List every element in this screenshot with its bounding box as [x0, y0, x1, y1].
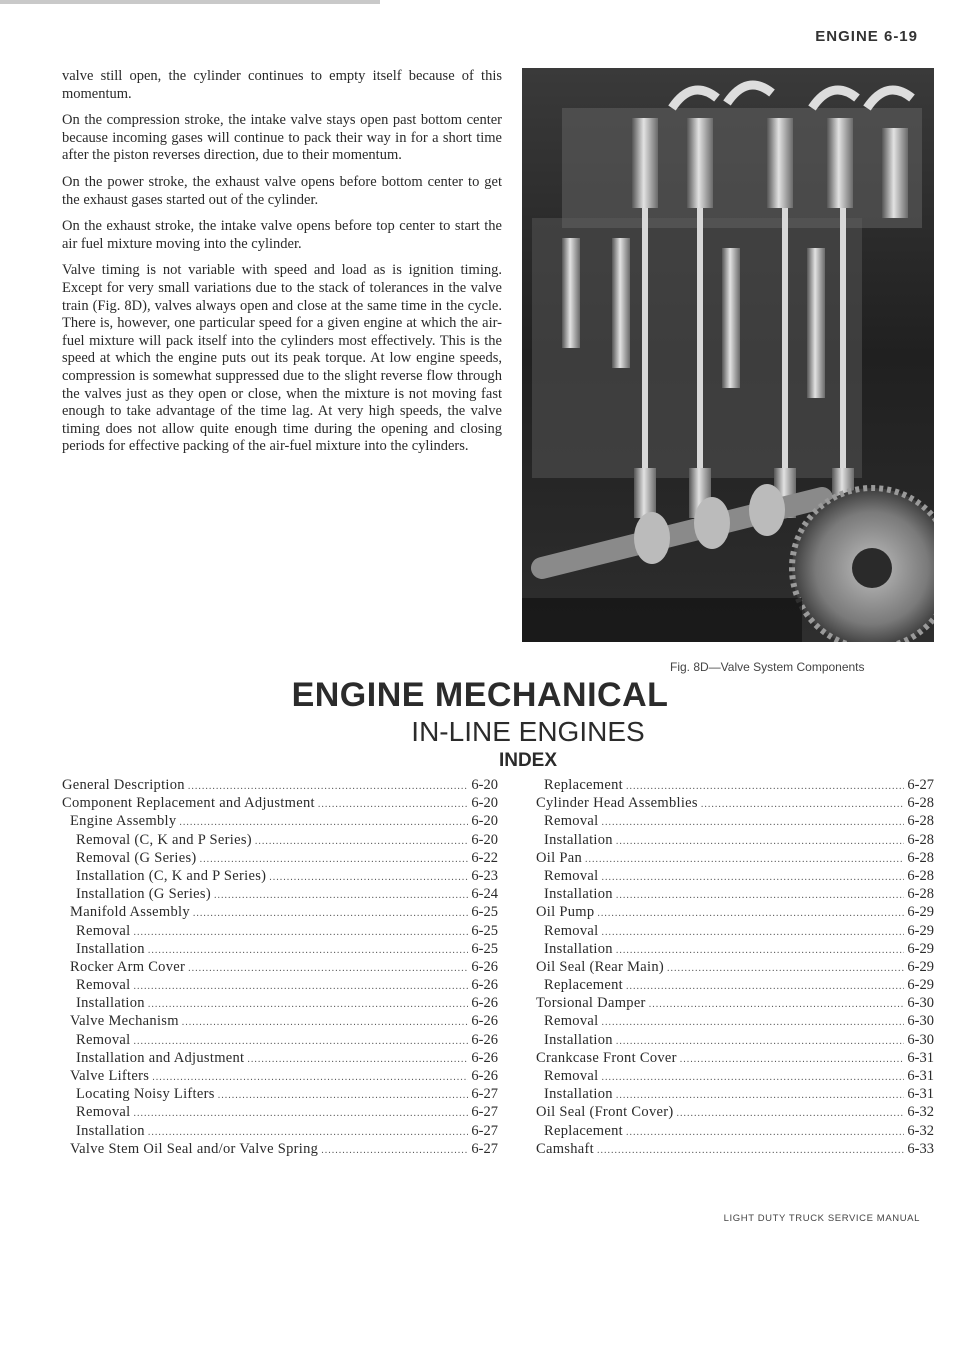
dot-leader [597, 905, 904, 923]
index-entry-label: General Description [62, 777, 185, 793]
index-entry-page: 6-27 [471, 1086, 498, 1103]
dot-leader [214, 887, 468, 905]
index-entry-label: Removal [544, 922, 599, 939]
index-entry-label: Replacement [544, 777, 623, 793]
index-entry-page: 6-28 [907, 795, 934, 812]
dot-leader [148, 942, 469, 960]
index-entry-page: 6-25 [471, 922, 498, 939]
index-entry-label: Replacement [544, 1122, 623, 1139]
dot-leader [601, 869, 904, 887]
index-entry-page: 6-30 [907, 995, 934, 1012]
dot-leader [133, 924, 468, 942]
index-entry-page: 6-29 [907, 977, 934, 994]
index-entry-page: 6-29 [907, 940, 934, 957]
index-entry-page: 6-20 [471, 831, 498, 848]
index-entry-page: 6-29 [907, 904, 934, 921]
index-entry-label: Removal [76, 1104, 131, 1121]
index-entry-label: Removal [76, 922, 131, 939]
index-entry-page: 6-28 [907, 886, 934, 903]
dot-leader [601, 1014, 904, 1032]
index-entry-label: Oil Seal (Front Cover) [536, 1104, 674, 1121]
index-entry [62, 776, 498, 794]
body-paragraph: Valve timing is not variable with speed and load as is ignition timing. Except for very small variations due to the stack of tolerances in the valve train (Fig. 8D), valves always open and close at the same time in the cycle. There is, however, one particular speed for a given engine at which the air-fuel mixture will pack itself into the cylinders most effectively. This is the speed at which the engine puts out its peak torque. At low engine speeds, compression is somewhat suppressed due to the slight reverse flow through the valves just as they open or close, when the mixture is not moving fast enough to take advantage of the time lag. At very high speeds, the valve timing does not allow quite enough time during the opening and closing periods for effective packing of the air-fuel mixture into the cylinders. [62, 262, 502, 455]
index-entry-label: Installation and Adjustment [76, 1049, 245, 1066]
index-entry-page: 6-26 [471, 1031, 498, 1048]
index-entry-label: Removal [544, 1013, 599, 1030]
index-entry [536, 867, 934, 885]
index-entry [536, 1103, 934, 1121]
index-entry-page: 6-20 [471, 813, 498, 830]
index-entry [536, 1012, 934, 1030]
figure-caption: Fig. 8D—Valve System Components [670, 660, 865, 674]
index-entry [536, 794, 934, 812]
index-entry-page: 6-25 [471, 940, 498, 957]
index-entry [62, 1140, 498, 1158]
index-column-left [62, 776, 498, 1158]
index-entry [536, 1122, 934, 1140]
index-entry [536, 1049, 934, 1067]
dot-leader [649, 996, 905, 1014]
dot-leader [701, 796, 905, 814]
index-entry-label: Removal (G Series) [76, 849, 197, 866]
index-entry [62, 1085, 498, 1103]
index-entry-label: Replacement [544, 977, 623, 994]
dot-leader [680, 1051, 905, 1069]
body-paragraph: On the power stroke, the exhaust valve opens before bottom center to get the exhaust gases started out of the cylinder. [62, 173, 502, 208]
index-entry-label: Removal [76, 1031, 131, 1048]
index-entry-label: Installation [544, 886, 613, 903]
dot-leader [255, 833, 469, 851]
index-entry-page: 6-27 [907, 777, 934, 793]
index-entry-page: 6-32 [907, 1122, 934, 1139]
index-entry-page: 6-27 [471, 1140, 498, 1157]
index-entry-page: 6-26 [471, 1049, 498, 1066]
index-entry-label: Installation [76, 940, 145, 957]
index-entry-label: Removal [76, 977, 131, 994]
index-entry-label: Removal [544, 813, 599, 830]
dot-leader [616, 887, 905, 905]
valve-system-illustration [522, 68, 934, 642]
index-entry-label: Oil Pan [536, 849, 583, 866]
index-entry [62, 1122, 498, 1140]
dot-leader [585, 851, 904, 869]
index-entry-label: Installation [76, 995, 145, 1012]
dot-leader [601, 814, 904, 832]
index-entry [62, 976, 498, 994]
index-entry-label: Removal [544, 1068, 599, 1084]
index-entry [536, 994, 934, 1012]
dot-leader [626, 1124, 904, 1142]
index-entry-label: Crankcase Front Cover [536, 1049, 677, 1066]
index-column-right [536, 776, 934, 1158]
index-entry [62, 940, 498, 958]
dot-leader [133, 1105, 468, 1123]
index-entry-label: Installation (G Series) [76, 886, 211, 903]
body-paragraph: valve still open, the cylinder continues to empty itself because of this momentum. [62, 68, 502, 102]
dot-leader [667, 960, 904, 978]
index-entry [62, 903, 498, 921]
index-entry-page: 6-33 [907, 1140, 934, 1157]
index-entry [536, 885, 934, 903]
dot-leader [597, 1142, 904, 1160]
index-entry [62, 867, 498, 885]
index-entry-page: 6-27 [471, 1104, 498, 1121]
index-entry-page: 6-24 [471, 886, 498, 903]
index-entry [62, 1049, 498, 1067]
index-entry-label: Oil Seal (Rear Main) [536, 958, 665, 975]
index-entry-page: 6-32 [907, 1104, 934, 1121]
dot-leader [188, 960, 468, 978]
index-heading: INDEX [498, 750, 558, 771]
index-entry [62, 1031, 498, 1049]
index-entry-page: 6-23 [471, 867, 498, 884]
index-entry [62, 994, 498, 1012]
index-entry-label: Installation [544, 831, 613, 848]
index-entry [62, 794, 498, 812]
index-entry-label: Installation [544, 1031, 613, 1048]
index-entry-label: Camshaft [536, 1140, 594, 1157]
index-entry [62, 958, 498, 976]
valve-system-photo [522, 68, 934, 642]
index-entry [536, 1031, 934, 1049]
dot-leader [133, 978, 468, 996]
index-entry-page: 6-29 [907, 922, 934, 939]
dot-leader [616, 833, 905, 851]
index-entry-page: 6-30 [907, 1013, 934, 1030]
index-entry-page: 6-26 [471, 1068, 498, 1084]
index-entry-label: Engine Assembly [70, 813, 177, 830]
dot-leader [218, 1087, 469, 1105]
index-entry-page: 6-26 [471, 977, 498, 994]
index-entry-label: Component Replacement and Adjustment [62, 795, 315, 812]
body-paragraph: On the exhaust stroke, the intake valve opens before top center to start the air fuel mixture moving into the cylinder. [62, 218, 502, 252]
dot-leader [148, 996, 469, 1014]
index-entry-label: Valve Lifters [70, 1068, 150, 1084]
running-header: ENGINE 6-19 [815, 28, 918, 45]
index-entry-page: 6-28 [907, 849, 934, 866]
index-entry-page: 6-26 [471, 995, 498, 1012]
index-entry [536, 940, 934, 958]
index-entry-label: Oil Pump [536, 904, 595, 921]
body-text-column [62, 68, 502, 465]
index-entry-page: 6-20 [471, 795, 498, 812]
index-entry-page: 6-25 [471, 904, 498, 921]
dot-leader [182, 1014, 469, 1032]
scan-edge-rule [0, 0, 380, 4]
index-entry [536, 958, 934, 976]
index-entry [536, 1140, 934, 1158]
dot-leader [321, 1142, 468, 1160]
section-title: ENGINE MECHANICAL [291, 676, 669, 714]
index-entry [62, 1103, 498, 1121]
index-entry [536, 976, 934, 994]
dot-leader [193, 905, 469, 923]
section-subtitle: IN-LINE ENGINES [411, 716, 645, 747]
index-entry [62, 812, 498, 830]
dot-leader [601, 924, 904, 942]
index-entry-page: 6-26 [471, 958, 498, 975]
index-entry [62, 1067, 498, 1085]
index-entry-page: 6-28 [907, 867, 934, 884]
body-paragraph: On the compression stroke, the intake valve stays open past bottom center because incoming gases will continue to pack their way in for a short time after the piston reverses direction, due to their momentum. [62, 112, 502, 164]
index-entry [536, 831, 934, 849]
index-entry-label: Valve Mechanism [70, 1013, 179, 1030]
index-entry-label: Removal [544, 867, 599, 884]
index-entry [536, 1085, 934, 1103]
dot-leader [318, 796, 469, 814]
index-entry [62, 922, 498, 940]
dot-leader [601, 1069, 904, 1087]
footer-manual-title: LIGHT DUTY TRUCK SERVICE MANUAL [723, 1213, 920, 1224]
index-entry [536, 1067, 934, 1085]
index-entry-label: Cylinder Head Assemblies [536, 795, 698, 812]
index-entry-page: 6-31 [907, 1049, 934, 1066]
index-entry-label: Locating Noisy Lifters [76, 1086, 215, 1103]
index-entry [536, 903, 934, 921]
index-entry-page: 6-29 [907, 958, 934, 975]
index-entry-page: 6-28 [907, 813, 934, 830]
index-entry-label: Rocker Arm Cover [70, 958, 186, 975]
index-entry [62, 849, 498, 867]
index-entry-page: 6-26 [471, 1013, 498, 1030]
index-entry-label: Torsional Damper [536, 995, 646, 1012]
index-entry [536, 776, 934, 794]
index-entry-label: Installation [544, 1086, 613, 1103]
dot-leader [676, 1105, 904, 1123]
index-entry-label: Installation [76, 1122, 145, 1139]
dot-leader [626, 978, 904, 996]
index-entry-label: Valve Stem Oil Seal and/or Valve Spring [70, 1140, 319, 1157]
dot-leader [269, 869, 468, 887]
index-entry-page: 6-20 [471, 777, 498, 793]
index-entry-page: 6-22 [471, 849, 498, 866]
index-entry [536, 812, 934, 830]
index-entry-page: 6-31 [907, 1086, 934, 1103]
index-entry [62, 885, 498, 903]
index-entry-label: Manifold Assembly [70, 904, 190, 921]
index-entry-label: Installation [544, 940, 613, 957]
index-entry [62, 831, 498, 849]
index-entry-page: 6-28 [907, 831, 934, 848]
index-entry [536, 849, 934, 867]
dot-leader [247, 1051, 468, 1069]
index-entry-page: 6-27 [471, 1122, 498, 1139]
index-entry [536, 922, 934, 940]
index-entry-label: Removal (C, K and P Series) [76, 831, 252, 848]
index-entry-label: Installation (C, K and P Series) [76, 867, 267, 884]
index-entry [62, 1012, 498, 1030]
index-entry-page: 6-30 [907, 1031, 934, 1048]
index-entry-page: 6-31 [907, 1068, 934, 1084]
